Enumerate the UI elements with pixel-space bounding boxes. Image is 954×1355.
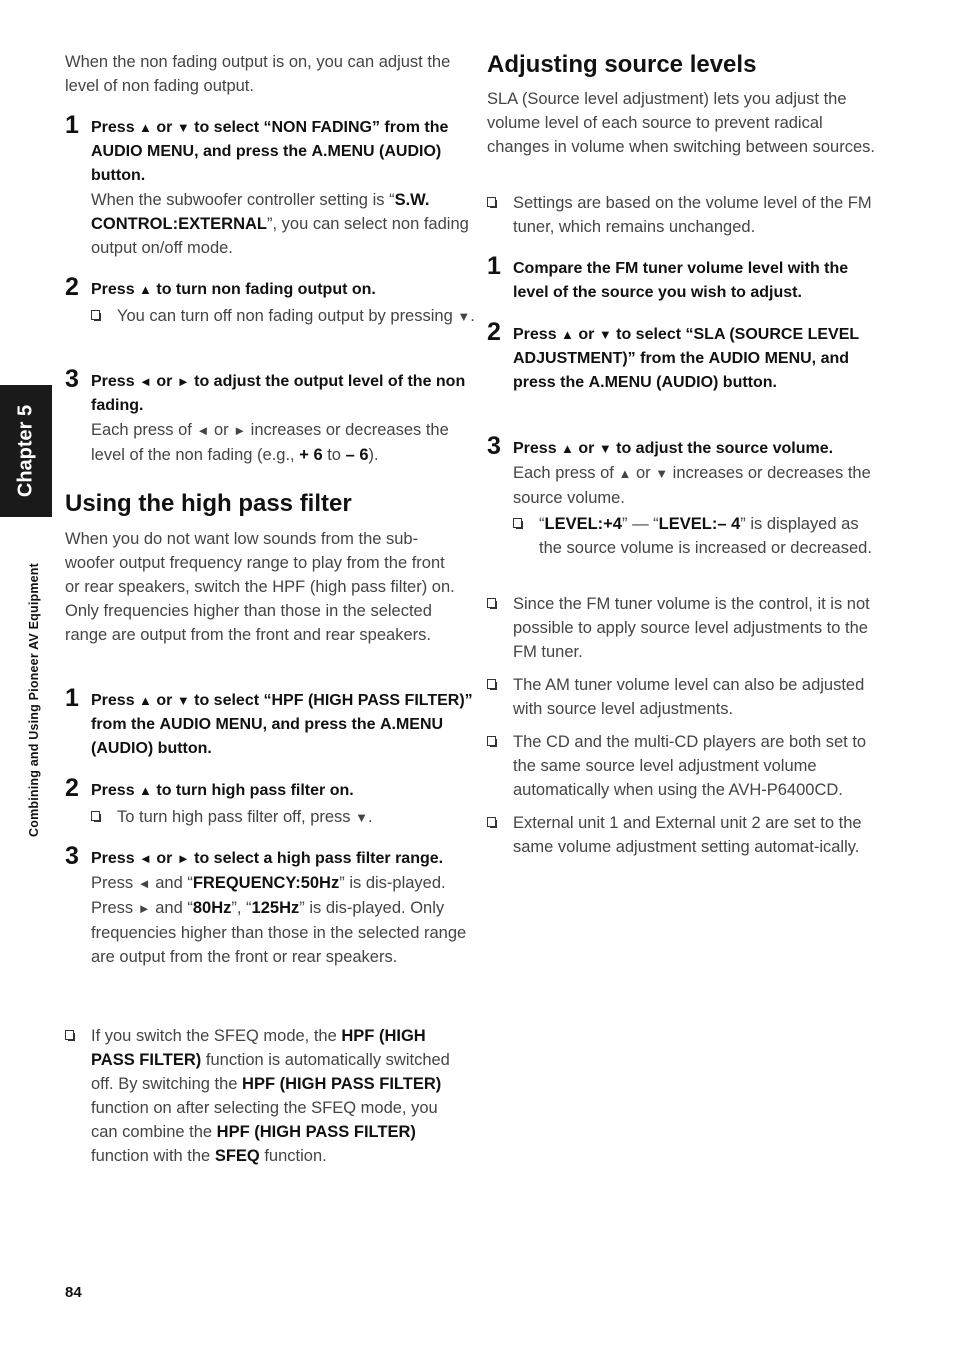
checkbox-bullet-icon (65, 1030, 74, 1040)
left-arrow-icon: ◄ (139, 851, 152, 866)
up-arrow-icon: ▲ (139, 282, 152, 297)
step-number: 1 (487, 252, 501, 280)
step-number: 2 (65, 273, 79, 301)
left-arrow-icon: ◄ (139, 374, 152, 389)
step-note: You can turn off non fading output by pressing ▼. (91, 304, 483, 329)
step-number: 1 (65, 111, 79, 139)
right-arrow-icon: ► (233, 423, 247, 438)
step-description: When the subwoofer controller setting is “S.W. CONTROL:EXTERNAL”, you can select non fading output on/off mode. (91, 191, 469, 257)
sla-note-2: Since the FM tuner volume is the control, it is not possible to apply source level adjustments to the FM tuner. (487, 592, 879, 664)
chapter-tab (0, 385, 52, 517)
step-heading: Press ▲ or ▼ to select “SLA (SOURCE LEVEL ADJUSTMENT)” from the AUDIO MENU, and press the A.MENU (AUDIO) button. (513, 326, 859, 391)
checkbox-bullet-icon (487, 197, 496, 207)
hpf-step-2 (65, 774, 483, 830)
sla-step-3 (487, 432, 879, 560)
step-number: 3 (65, 842, 79, 870)
right-arrow-icon: ► (176, 851, 190, 866)
sla-note-1: Settings are based on the volume level of the FM tuner, which remains unchanged. (487, 191, 879, 239)
step-number: 2 (487, 318, 501, 346)
step-number: 2 (65, 774, 79, 802)
step-number: 3 (65, 365, 79, 393)
down-arrow-icon: ▼ (598, 441, 612, 456)
step-number: 1 (65, 684, 79, 712)
hpf-section-title: Using the high pass filter (65, 490, 352, 517)
checkbox-bullet-icon (91, 811, 100, 821)
down-arrow-icon: ▼ (655, 466, 669, 481)
checkbox-bullet-icon (487, 598, 496, 608)
up-arrow-icon: ▲ (139, 783, 152, 798)
step-description: Press ◄ and “FREQUENCY:50Hz” is dis-played. Press ► and “80Hz”, “125Hz” is dis-played. Only frequencies higher than those in the selected range are output from the front or rear speakers. (91, 874, 467, 966)
down-arrow-icon: ▼ (176, 693, 190, 708)
sla-step-1 (487, 252, 879, 305)
step-number: 3 (487, 432, 501, 460)
sla-step-2 (487, 318, 879, 395)
hpf-intro: When you do not want low sounds from the sub-woofer output frequency range to play from the front or rear speakers, switch the HPF (high pass filter) on. Only frequencies higher than those in the selected range are output from the front and rear speakers. (65, 530, 455, 644)
down-arrow-icon: ▼ (457, 309, 471, 324)
page-number: 84 (65, 1284, 82, 1301)
right-arrow-icon: ► (137, 901, 151, 916)
checkbox-bullet-icon (91, 310, 100, 320)
up-arrow-icon: ▲ (618, 466, 632, 481)
left-arrow-icon: ◄ (196, 423, 210, 438)
down-arrow-icon: ▼ (598, 327, 612, 342)
down-arrow-icon: ▼ (355, 810, 369, 825)
step-heading: Compare the FM tuner volume level with the level of the source you wish to adjust. (513, 260, 849, 301)
step-heading: Press ▲ or ▼ to select “NON FADING” from the AUDIO MENU, and press the A.MENU (AUDIO) button. (91, 119, 449, 184)
step-heading: Press ▲ to turn non fading output on. (91, 281, 376, 298)
step-heading: Press ▲ or ▼ to select “HPF (HIGH PASS FILTER)” from the AUDIO MENU, and press the A.MENU (AUDIO) button. (91, 692, 473, 757)
left-arrow-icon: ◄ (137, 876, 151, 891)
step-heading: Press ▲ or ▼ to adjust the source volume. (513, 440, 834, 457)
checkbox-bullet-icon (487, 679, 496, 689)
step-note: “LEVEL:+4” — “LEVEL:– 4” is displayed as the source volume is increased or decreased. (513, 512, 879, 560)
up-arrow-icon: ▲ (561, 327, 574, 342)
nf-step-3 (65, 365, 483, 467)
down-arrow-icon: ▼ (176, 120, 190, 135)
section-title-vertical: Combining and Using Pioneer AV Equipment (27, 563, 41, 837)
sla-intro: SLA (Source level adjustment) lets you adjust the volume level of each source to prevent radical changes in volume when switching between sources. (487, 90, 875, 156)
up-arrow-icon: ▲ (139, 120, 152, 135)
nf-step-2 (65, 273, 483, 329)
chapter-label: Chapter 5 (14, 404, 37, 498)
sla-note-4: The CD and the multi-CD players are both set to the same source level adjustment volume automatically when using the AVH-P6400CD. (487, 730, 879, 802)
hpf-step-1 (65, 684, 483, 761)
sla-section-title: Adjusting source levels (487, 51, 757, 78)
nf-intro: When the non fading output is on, you can adjust the level of non fading output. (65, 53, 451, 95)
checkbox-bullet-icon (487, 817, 496, 827)
right-arrow-icon: ► (176, 374, 190, 389)
hpf-step-3 (65, 842, 483, 969)
step-description: Each press of ◄ or ► increases or decreases the level of the non fading (e.g., + 6 to – 6). (91, 421, 449, 464)
checkbox-bullet-icon (487, 736, 496, 746)
step-note: To turn high pass filter off, press ▼. (91, 805, 483, 830)
nf-step-1 (65, 111, 483, 260)
step-heading: Press ▲ to turn high pass filter on. (91, 782, 354, 799)
checkbox-bullet-icon (513, 518, 522, 528)
hpf-note: If you switch the SFEQ mode, the HPF (HIGH PASS FILTER) function is automatically switched off. By switching the HPF (HIGH PASS FILTER) function on after selecting the SFEQ mode, you can combine the HPF (HIGH PASS FILTER) function with the SFEQ function. (65, 1024, 457, 1168)
sla-note-3: The AM tuner volume level can also be adjusted with source level adjustments. (487, 673, 879, 721)
sla-note-5: External unit 1 and External unit 2 are set to the same volume adjustment setting automat-ically. (487, 811, 879, 859)
step-heading: Press ◄ or ► to select a high pass filter range. (91, 850, 444, 867)
step-heading: Press ◄ or ► to adjust the output level of the non fading. (91, 373, 466, 414)
step-description: Each press of ▲ or ▼ increases or decreases the source volume. (513, 464, 871, 507)
up-arrow-icon: ▲ (139, 693, 152, 708)
up-arrow-icon: ▲ (561, 441, 574, 456)
